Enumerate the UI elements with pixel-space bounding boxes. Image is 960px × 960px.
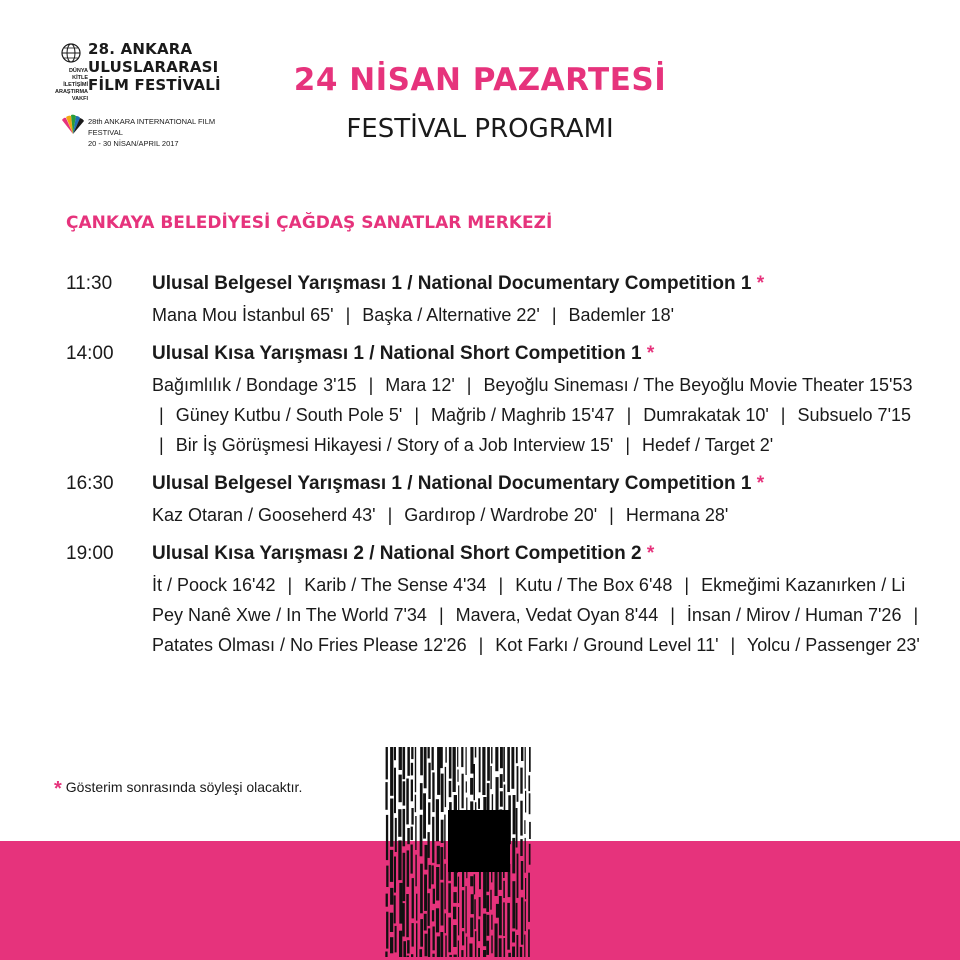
art-stripe: [407, 747, 410, 776]
art-stripe: [449, 747, 452, 779]
art-stripe: [420, 783, 423, 810]
art-stripe: [454, 955, 457, 957]
qa-star-icon: *: [756, 273, 765, 294]
slot-time: 11:30: [66, 273, 113, 294]
art-stripe: [432, 772, 434, 812]
art-stripe: [525, 878, 526, 899]
film-item: Ekmeğimi Kazanırken / Li Pey Nanê Xwe / In The World 7'34: [152, 575, 906, 625]
slot-title-text: Ulusal Kısa Yarışması 1 / National Short Competition 1: [152, 343, 647, 364]
art-stripe: [462, 890, 464, 928]
art-stripe: [406, 779, 409, 825]
art-stripe: [525, 901, 526, 931]
art-stripe: [495, 924, 498, 958]
footnote-star: *: [54, 778, 62, 800]
art-stripe: [399, 775, 402, 803]
art-stripe: [440, 932, 443, 957]
art-stripe: [416, 923, 417, 957]
art-stripe: [466, 781, 467, 792]
art-stripe: [411, 954, 413, 957]
film-item: Dumrakatak 10': [643, 405, 769, 425]
art-stripe: [517, 935, 519, 957]
film-separator: |: [387, 505, 393, 525]
art-stripe: [503, 902, 505, 936]
art-stripe: [479, 897, 481, 916]
art-stripe: [511, 747, 514, 789]
art-stripe: [524, 820, 525, 834]
art-stripe: [453, 892, 456, 903]
art-stripe: [398, 840, 401, 880]
art-stripe: [500, 791, 503, 806]
program-subtitle: FESTİVAL PROGRAMI: [346, 114, 614, 144]
art-stripe: [466, 747, 467, 775]
film-item: Mara 12': [385, 375, 455, 395]
art-stripe: [425, 934, 428, 957]
logo-foundation-line: VAKFI: [71, 96, 88, 102]
art-stripe: [440, 847, 443, 880]
art-stripe: [448, 918, 451, 953]
film-item: Bademler 18': [568, 305, 675, 325]
art-stripe: [457, 747, 458, 767]
film-separator: |: [551, 305, 557, 325]
art-stripe: [529, 793, 531, 814]
slot-time: 14:00: [66, 343, 114, 364]
qa-star-icon: *: [646, 543, 655, 564]
art-stripe: [399, 931, 402, 957]
film-separator: |: [287, 575, 293, 595]
art-stripe: [390, 747, 393, 796]
film-item: Beyoğlu Sineması / The Beyoğlu Movie Theater 15'53: [483, 375, 913, 395]
art-stripe: [420, 864, 423, 914]
logo-subtitle-line: 20 - 30 NİSAN/APRIL 2017: [88, 139, 179, 148]
art-stripe: [394, 747, 396, 760]
film-separator: |: [670, 605, 675, 625]
art-stripe: [411, 747, 413, 759]
art-stripe: [520, 839, 522, 856]
film-item: Güney Kutbu / South Pole 5': [175, 405, 403, 425]
art-stripe: [424, 875, 427, 911]
film-separator: |: [498, 575, 504, 595]
art-stripe: [390, 799, 393, 847]
art-stripe: [390, 850, 393, 882]
art-stripe: [436, 799, 439, 841]
art-stripe: [444, 864, 445, 910]
qa-star-icon: *: [756, 473, 765, 494]
art-stripe: [495, 747, 498, 771]
art-stripe: [424, 914, 427, 931]
art-stripe: [412, 923, 414, 947]
art-stripe: [411, 780, 413, 802]
art-stripe: [395, 926, 397, 953]
art-stripe: [462, 931, 464, 945]
art-stripe: [507, 903, 510, 950]
globe-icon: [60, 42, 82, 64]
art-stripe: [445, 913, 446, 933]
art-stripe: [521, 897, 523, 944]
art-stripe: [394, 857, 396, 893]
slot-films: [152, 570, 926, 660]
art-stripe: [507, 747, 510, 792]
art-stripe: [436, 867, 439, 901]
qa-star-icon: *: [646, 343, 655, 364]
art-stripe: [528, 775, 530, 791]
art-stripe: [516, 747, 518, 763]
art-stripe: [407, 850, 410, 886]
art-stripe: [491, 936, 492, 954]
art-stripe: [428, 763, 430, 799]
logo-title-line: ULUSLARARASI: [88, 58, 219, 76]
film-item: Kaz Otaran / Gooseherd 43': [152, 505, 376, 525]
art-stripe: [407, 956, 410, 957]
slot-title-text: Ulusal Kısa Yarışması 2 / National Short Competition 2: [152, 543, 647, 564]
slot-films: [152, 300, 926, 330]
schedule-list: [66, 270, 926, 660]
art-stripe: [403, 747, 406, 779]
art-stripe: [529, 822, 531, 839]
film-item: Kot Farkı / Ground Level 11': [495, 635, 719, 655]
striped-artwork: [384, 747, 534, 960]
art-stripe: [433, 927, 435, 951]
art-stripe: [496, 904, 499, 918]
art-stripe: [483, 914, 486, 947]
art-stripe: [482, 747, 485, 795]
art-stripe: [458, 877, 459, 904]
art-stripe: [483, 870, 486, 908]
slot-title: [152, 270, 926, 298]
art-stripe: [478, 919, 480, 941]
art-stripe: [491, 747, 492, 764]
slot-time: 16:30: [66, 473, 114, 494]
film-separator: |: [345, 305, 351, 325]
film-separator: |: [730, 635, 736, 655]
art-stripe: [479, 747, 481, 792]
film-item: Yolcu / Passenger 23': [746, 635, 920, 655]
art-stripe: [441, 774, 444, 812]
art-stripe: [406, 894, 409, 937]
art-stripe: [512, 881, 515, 928]
film-item: Bir İş Görüşmesi Hikayesi / Story of a Job Interview 15': [175, 435, 614, 455]
film-item: Subsuelo 7'15: [797, 405, 912, 425]
art-stripe: [470, 747, 473, 774]
art-stripe: [432, 747, 434, 770]
art-stripe: [390, 888, 393, 905]
art-stripe: [470, 778, 473, 795]
art-stripe: [429, 865, 431, 889]
art-stripe: [529, 844, 531, 865]
slot-title: [152, 470, 926, 498]
art-stripe: [449, 781, 452, 797]
art-stripe: [500, 774, 503, 788]
art-stripe: [403, 781, 406, 805]
logo-foundation-line: ARAŞTIRMA: [55, 89, 88, 95]
art-stripe: [521, 747, 523, 761]
art-stripe: [423, 793, 426, 838]
art-stripe: [428, 893, 430, 926]
art-stripe: [448, 883, 451, 913]
art-stripe: [432, 954, 434, 957]
art-stripe: [394, 768, 396, 813]
film-item: Mağrib / Maghrib 15'47: [431, 405, 615, 425]
art-stripe: [520, 801, 522, 836]
art-stripe: [411, 763, 413, 776]
art-stripe: [433, 889, 435, 904]
art-stripe: [420, 815, 423, 857]
art-stripe: [520, 947, 522, 957]
art-stripe: [386, 912, 388, 949]
art-stripe: [528, 873, 530, 922]
film-item: Mavera, Vedat Oyan 8'44: [455, 605, 659, 625]
art-stripe: [386, 815, 388, 860]
art-stripe: [428, 928, 430, 957]
art-stripe: [385, 782, 387, 810]
art-stripe: [398, 809, 401, 837]
film-item: İnsan / Mirov / Human 7'26: [686, 605, 902, 625]
art-stripe: [490, 766, 491, 789]
slot-title-text: Ulusal Belgesel Yarışması 1 / National Documentary Competition 1: [152, 473, 757, 494]
film-item: Mana Mou İstanbul 65': [152, 305, 334, 325]
art-stripe: [399, 747, 402, 770]
art-stripe: [386, 866, 388, 887]
art-stripe: [513, 795, 516, 834]
art-stripe: [491, 915, 492, 930]
art-stripe: [444, 815, 445, 860]
art-stripe: [525, 838, 526, 873]
schedule-slot: [66, 540, 926, 660]
art-stripe: [474, 899, 476, 929]
art-stripe: [453, 925, 456, 947]
art-stripe: [415, 795, 416, 813]
venue-name: ÇANKAYA BELEDİYESİ ÇAĞDAŞ SANATLAR MERKEZİ: [66, 213, 553, 233]
art-stripe: [524, 935, 525, 957]
art-stripe: [415, 855, 416, 887]
art-stripe: [453, 747, 456, 792]
art-stripe: [512, 947, 515, 958]
art-stripe: [517, 766, 519, 802]
art-stripe: [445, 747, 446, 763]
art-stripe: [499, 896, 502, 935]
art-stripe: [412, 878, 414, 918]
film-item: Karib / The Sense 4'34: [304, 575, 487, 595]
art-stripe: [440, 747, 443, 768]
art-stripe: [420, 919, 423, 947]
art-stripe: [486, 941, 489, 955]
film-separator: |: [159, 435, 164, 455]
art-stripe: [428, 747, 430, 758]
art-stripe: [528, 929, 530, 957]
art-stripe: [424, 747, 427, 788]
film-separator: |: [466, 375, 472, 395]
art-stripe: [487, 915, 490, 936]
art-stripe: [432, 817, 434, 863]
art-stripe: [428, 832, 430, 858]
art-stripe: [517, 854, 519, 898]
film-item: Hedef / Target 2': [642, 435, 774, 455]
art-stripe: [432, 865, 434, 884]
art-stripe: [512, 838, 515, 874]
art-stripe: [403, 941, 406, 957]
art-stripe: [458, 907, 459, 935]
slot-time: 19:00: [66, 543, 114, 564]
art-stripe: [437, 936, 440, 957]
art-stripe: [453, 907, 456, 920]
schedule-slot: [66, 470, 926, 530]
art-stripe: [390, 913, 393, 932]
art-stripe: [399, 883, 402, 924]
art-stripe: [449, 955, 452, 957]
slot-films: [152, 500, 926, 530]
film-separator: |: [368, 375, 374, 395]
art-stripe: [402, 903, 405, 936]
film-item: Gardırop / Wardrobe 20': [404, 505, 598, 525]
art-stripe: [475, 931, 477, 957]
art-stripe: [385, 952, 387, 958]
art-stripe: [521, 861, 523, 890]
art-stripe: [483, 950, 486, 957]
art-stripe: [462, 774, 464, 809]
film-separator: |: [159, 405, 164, 425]
art-stripe: [458, 941, 459, 958]
art-stripe: [471, 894, 474, 914]
art-stripe: [436, 908, 439, 932]
art-stripe: [445, 767, 446, 807]
art-stripe: [403, 853, 406, 901]
film-separator: |: [626, 405, 632, 425]
art-stripe: [478, 948, 480, 957]
schedule-slot: [66, 270, 926, 330]
film-item: Başka / Alternative 22': [362, 305, 540, 325]
film-item: İt / Poock 16'42: [152, 575, 276, 595]
art-stripe: [499, 938, 502, 957]
date-title: 24 NİSAN PAZARTESİ: [293, 62, 667, 98]
art-stripe: [428, 802, 430, 824]
art-stripe: [416, 894, 417, 921]
art-stripe: [411, 808, 413, 825]
art-black-square: [448, 810, 510, 872]
art-stripe: [516, 808, 518, 848]
art-stripe: [512, 932, 515, 943]
art-stripe: [445, 936, 446, 958]
art-stripe: [441, 820, 444, 843]
logo-foundation-line: KİTLE: [72, 75, 88, 81]
slot-title: [152, 540, 926, 568]
art-stripe: [529, 747, 531, 772]
art-stripe: [504, 785, 506, 812]
film-separator: |: [780, 405, 786, 425]
slot-films: [152, 370, 926, 460]
art-stripe: [503, 747, 505, 782]
art-stripe: [407, 940, 410, 953]
art-stripe: [508, 953, 511, 957]
art-stripe: [386, 894, 388, 907]
film-item: Hermana 28': [625, 505, 729, 525]
film-separator: |: [913, 605, 919, 625]
art-stripe: [457, 770, 458, 782]
art-stripe: [461, 950, 463, 957]
art-stripe: [386, 747, 388, 779]
film-separator: |: [438, 605, 444, 625]
art-stripe: [403, 809, 406, 846]
art-stripe: [407, 828, 410, 844]
art-stripe: [470, 918, 473, 938]
art-stripe: [474, 764, 476, 800]
film-separator: |: [414, 405, 419, 425]
logo-title-line: 28. ANKARA: [88, 40, 193, 58]
film-separator: |: [625, 435, 630, 455]
art-stripe: [487, 747, 490, 781]
film-separator: |: [609, 505, 614, 525]
art-stripe: [432, 910, 434, 921]
footnote: [54, 778, 302, 801]
art-stripe: [478, 798, 480, 809]
art-stripe: [411, 845, 413, 874]
art-stripe: [415, 816, 416, 850]
art-stripe: [475, 747, 477, 758]
logo-foundation-line: İLETİŞİMİ: [63, 82, 88, 88]
footnote-text: Gösterim sonrasında söyleşi olacaktır.: [65, 779, 303, 795]
art-stripe: [486, 895, 489, 912]
art-stripe: [470, 876, 473, 886]
art-stripe: [461, 747, 463, 767]
logo-subtitle-line: 28th ANKARA INTERNATIONAL FILM FESTIVAL: [88, 117, 216, 137]
art-stripe: [525, 791, 526, 813]
art-stripe: [516, 903, 518, 930]
art-stripe: [437, 846, 440, 864]
film-item: Bağımlılık / Bondage 3'15: [152, 375, 357, 395]
art-stripe: [525, 747, 526, 789]
art-stripe: [500, 747, 503, 768]
film-separator: |: [684, 575, 690, 595]
schedule-slot: [66, 340, 926, 460]
art-stripe: [390, 937, 393, 953]
art-stripe: [419, 949, 422, 957]
slot-title-text: Ulusal Belgesel Yarışması 1 / National Documentary Competition 1: [152, 273, 757, 294]
art-stripe: [504, 938, 506, 957]
art-stripe: [503, 881, 505, 898]
art-stripe: [441, 883, 444, 926]
art-stripe: [437, 747, 440, 795]
art-stripe: [469, 944, 472, 958]
art-stripe: [474, 874, 476, 894]
art-stripe: [415, 747, 416, 792]
logo-title-line: FİLM FESTİVALİ: [88, 76, 221, 94]
art-stripe: [466, 937, 467, 957]
slot-title: [152, 340, 926, 368]
art-stripe: [411, 827, 413, 841]
film-item: Patates Olması / No Fries Please 12'26: [152, 635, 467, 655]
logo-foundation-line: DÜNYA: [68, 68, 88, 74]
art-stripe: [520, 768, 522, 794]
art-stripe: [395, 818, 397, 852]
film-item: Kutu / The Box 6'48: [515, 575, 673, 595]
film-separator: |: [478, 635, 484, 655]
art-stripe: [394, 895, 396, 923]
art-stripe: [490, 890, 491, 910]
art-stripe: [425, 845, 428, 870]
art-stripe: [466, 886, 467, 933]
art-stripe: [420, 747, 423, 775]
